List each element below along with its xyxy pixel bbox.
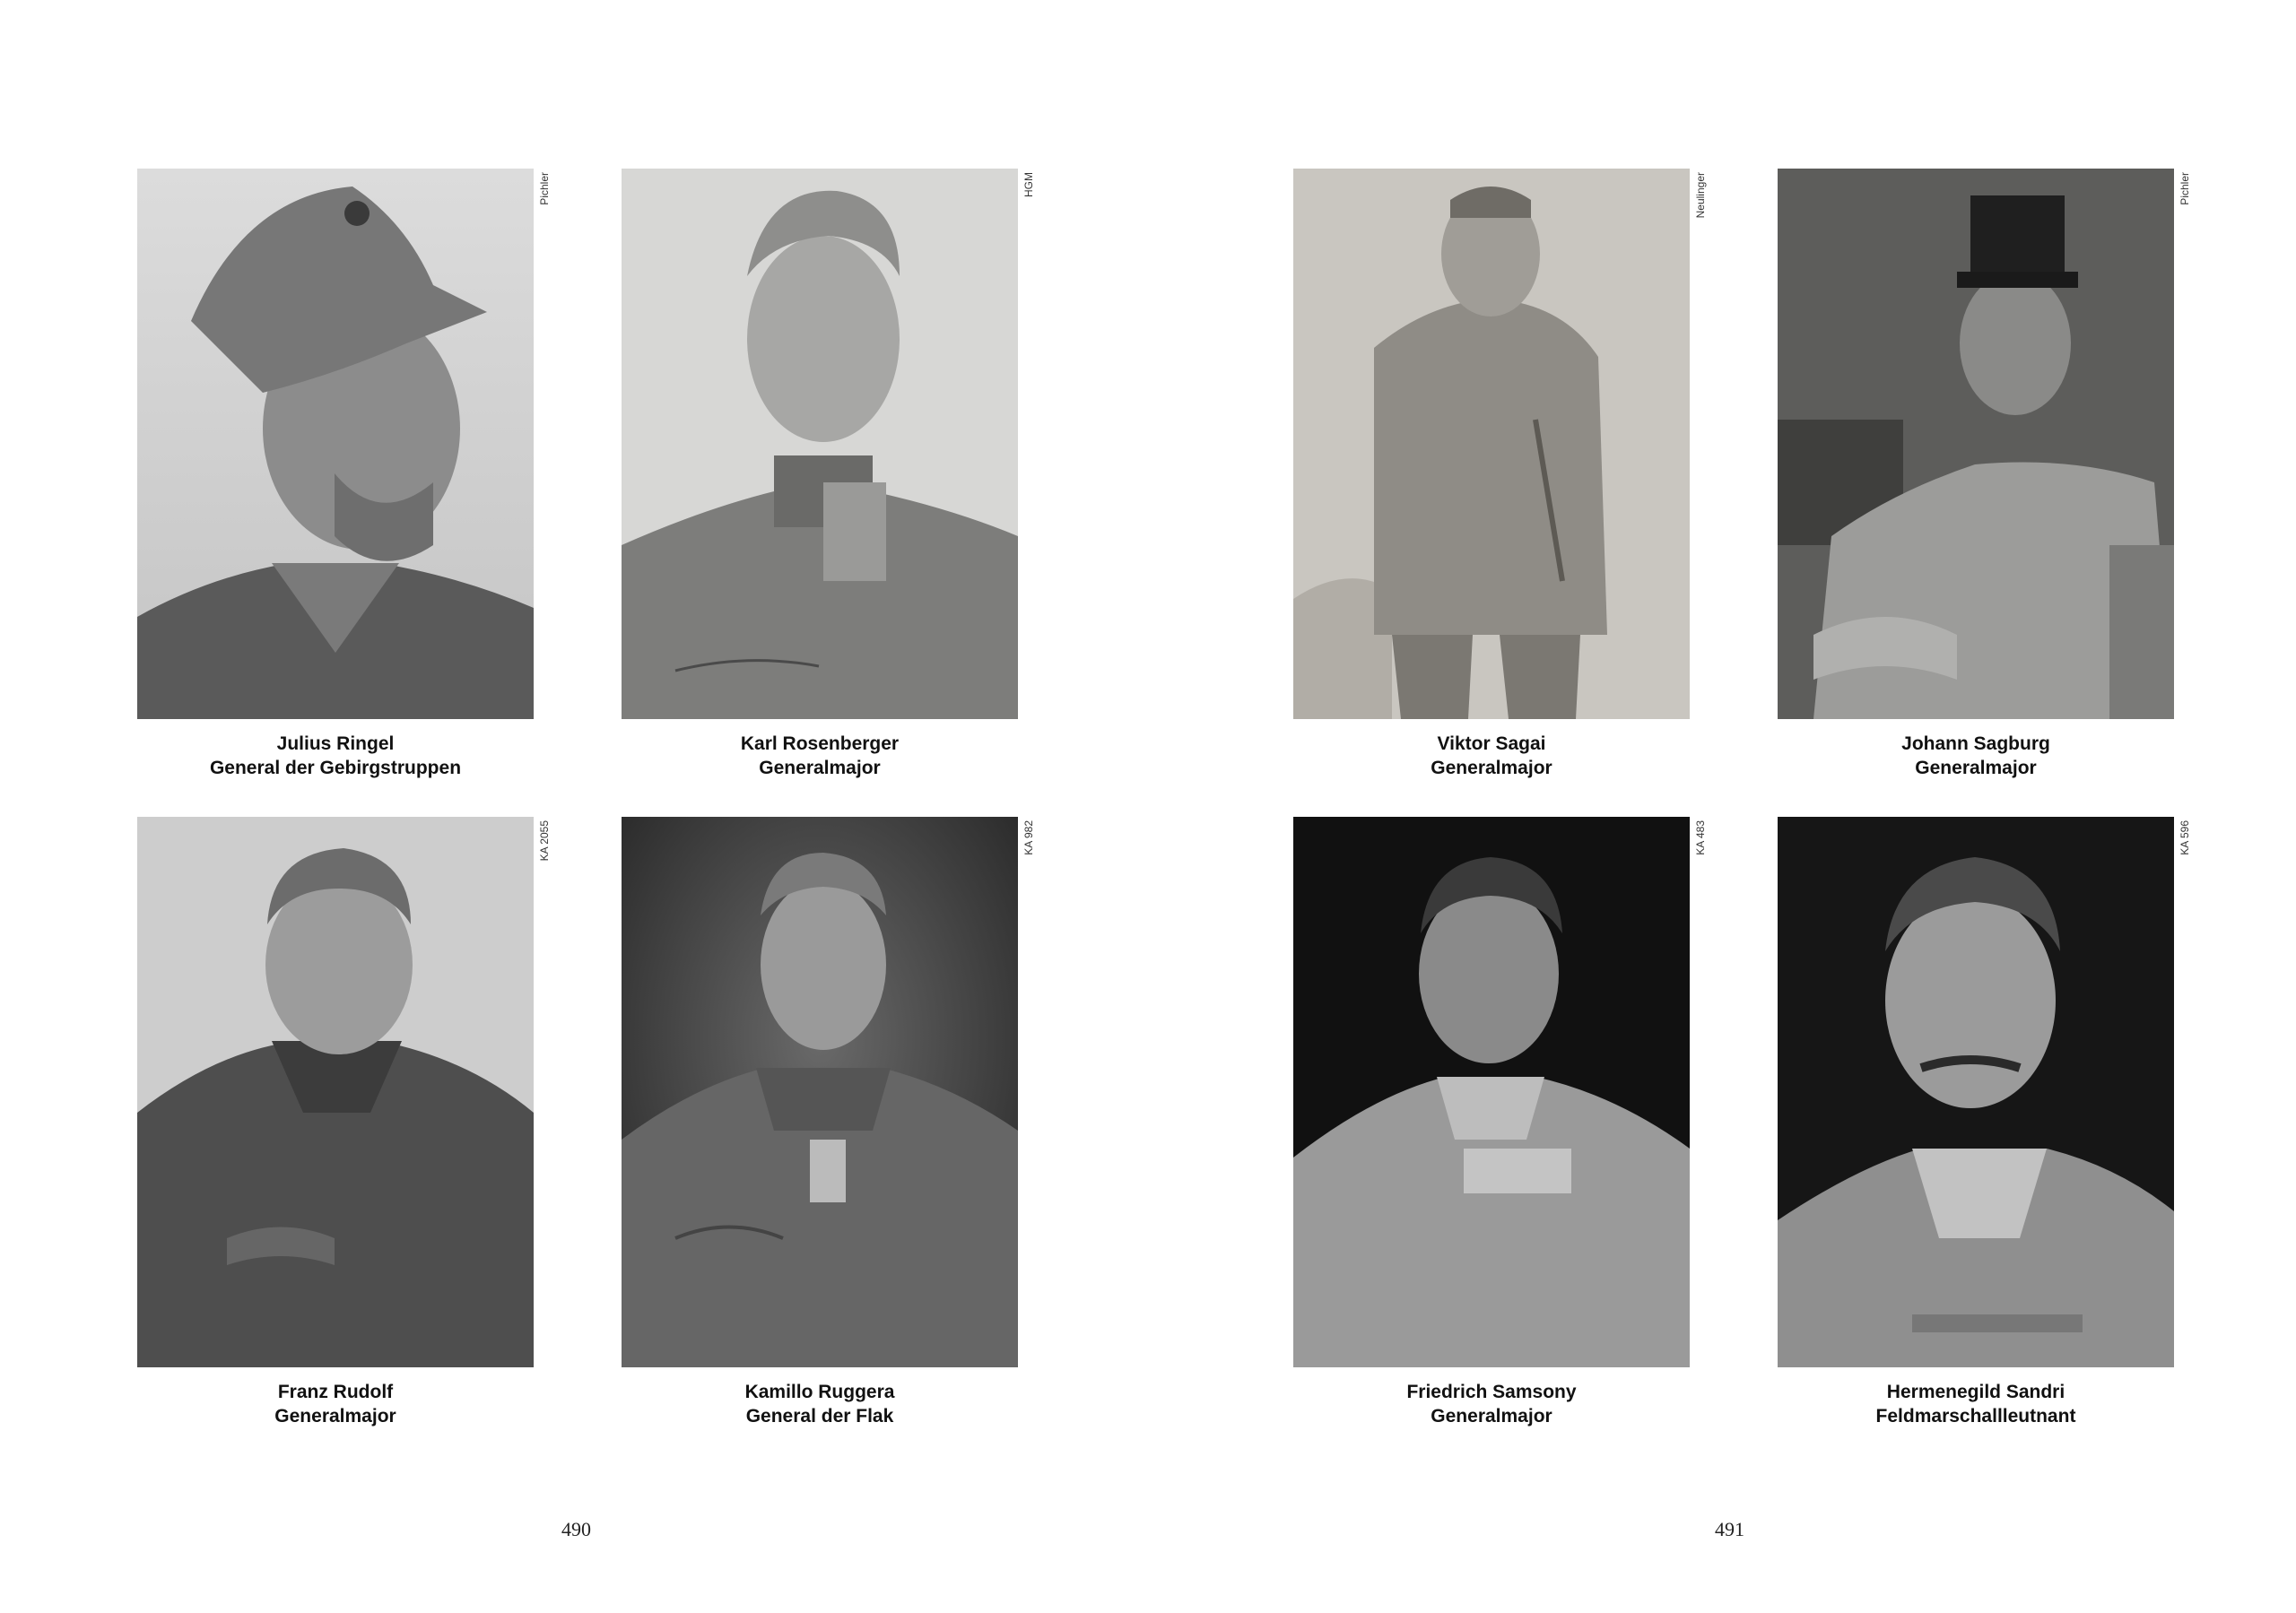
- portrait-photo: [1293, 817, 1690, 1367]
- portrait-caption: [622, 732, 1018, 780]
- portrait-rank: Generalmajor: [274, 1406, 396, 1427]
- portrait-rank: General der Gebirgstruppen: [209, 758, 462, 778]
- portrait-caption: [1778, 1380, 2174, 1428]
- portrait-name: Hermenegild Sandri: [1886, 1382, 2066, 1402]
- portrait-photo: [1293, 169, 1690, 719]
- page-number-left: 490: [561, 1518, 591, 1540]
- portrait-rank: Generalmajor: [1431, 1406, 1552, 1427]
- portrait-rank: Feldmarschallleutnant: [1875, 1406, 2076, 1427]
- portrait-name: Viktor Sagai: [1437, 733, 1546, 754]
- photo-credit: KA 982: [1022, 820, 1035, 855]
- portrait-caption: [622, 1380, 1018, 1428]
- page-number-right: 491: [1715, 1518, 1744, 1540]
- portrait-caption: [1293, 1380, 1690, 1428]
- portrait-caption: [1293, 732, 1690, 780]
- portrait-rank: Generalmajor: [1431, 758, 1552, 778]
- photo-credit: Pichler: [538, 172, 551, 205]
- photo-credit: Pichler: [2179, 172, 2191, 205]
- portrait-name: Julius Ringel: [276, 733, 395, 754]
- portrait-name: Franz Rudolf: [277, 1382, 394, 1402]
- portrait-caption: [137, 732, 534, 780]
- photo-credit: KA 596: [2179, 820, 2191, 855]
- portrait-photo: [622, 169, 1018, 719]
- portrait-name: Kamillo Ruggera: [744, 1382, 895, 1402]
- portrait-caption: [1778, 732, 2174, 780]
- portrait-name: Karl Rosenberger: [740, 733, 900, 754]
- photo-credit: Neulinger: [1694, 172, 1707, 219]
- portrait-photo: [1778, 817, 2174, 1367]
- portrait-name: Johann Sagburg: [1901, 733, 2050, 754]
- portrait-photo: [1778, 169, 2174, 719]
- portrait-caption: [137, 1380, 534, 1428]
- portrait-photo: [137, 169, 534, 719]
- portrait-photo: [622, 817, 1018, 1367]
- portrait-photo: [137, 817, 534, 1367]
- portrait-rank: Generalmajor: [1915, 758, 2037, 778]
- photo-credit: KA 483: [1694, 820, 1707, 855]
- portrait-rank: Generalmajor: [759, 758, 881, 778]
- portrait-name: Friedrich Samsony: [1406, 1382, 1577, 1402]
- portrait-rank: General der Flak: [745, 1406, 894, 1427]
- photo-credit: KA 2055: [538, 820, 551, 862]
- photo-credit: HGM: [1022, 172, 1035, 197]
